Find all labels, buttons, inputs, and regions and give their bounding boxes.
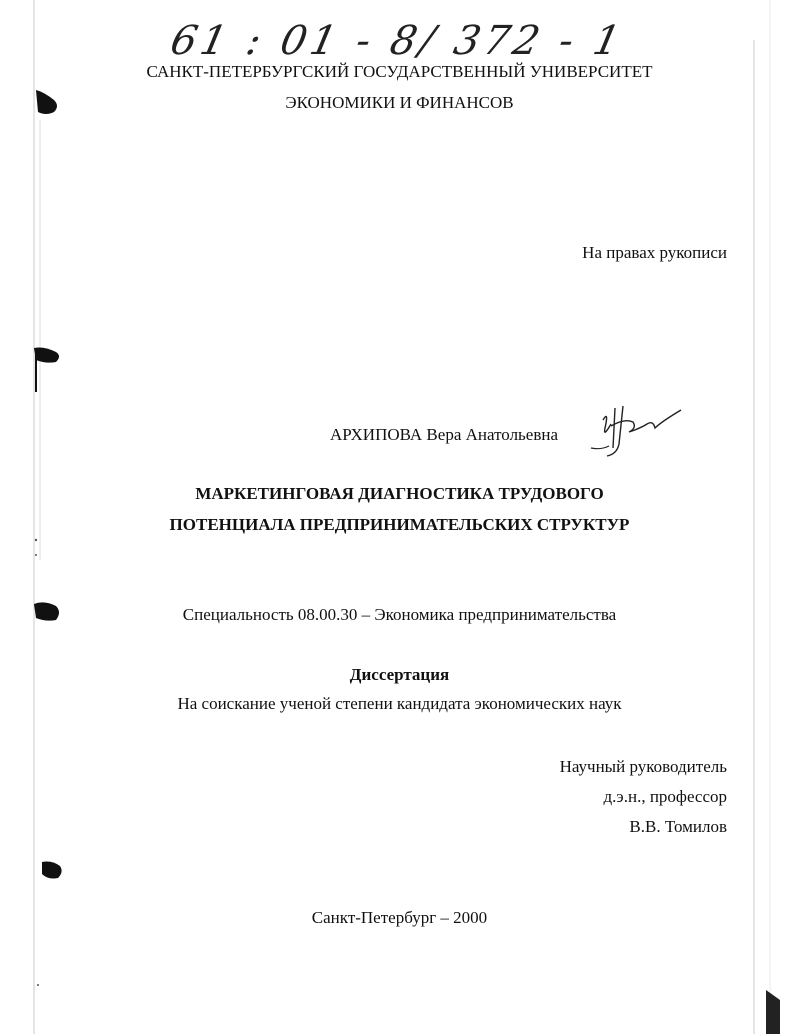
specialty-line: Специальность 08.00.30 – Экономика предпринимательства <box>182 605 617 624</box>
dissertation-label: Диссертация <box>349 665 450 684</box>
supervisor-degree: д.э.н., профессор <box>603 787 727 806</box>
degree-purpose: На соискание ученой степени кандидата экономических наук <box>177 694 622 713</box>
supervisor-role: Научный руководитель <box>559 757 727 776</box>
handwritten-archive-number <box>166 10 629 68</box>
university-name-line2: ЭКОНОМИКИ И ФИНАНСОВ <box>285 93 514 112</box>
dissertation-title-line2: ПОТЕНЦИАЛА ПРЕДПРИНИМАТЕЛЬСКИХ СТРУКТУР <box>169 515 630 534</box>
dissertation-title-line1: МАРКЕТИНГОВАЯ ДИАГНОСТИКА ТРУДОВОГО <box>195 484 604 503</box>
city-year: Санкт-Петербург – 2000 <box>311 908 488 927</box>
author-name: АРХИПОВА Вера Анатольевна <box>330 425 559 444</box>
handwritten-note-text: 61 : 01 - 8/ 372 - 1 <box>166 16 629 64</box>
manuscript-rights-label: На правах рукописи <box>582 243 727 262</box>
supervisor-name: В.В. Томилов <box>629 817 727 836</box>
author-signature <box>585 398 685 460</box>
university-name-line1: САНКТ-ПЕТЕРБУРГСКИЙ ГОСУДАРСТВЕННЫЙ УНИВЕРСИТЕТ <box>146 62 653 81</box>
